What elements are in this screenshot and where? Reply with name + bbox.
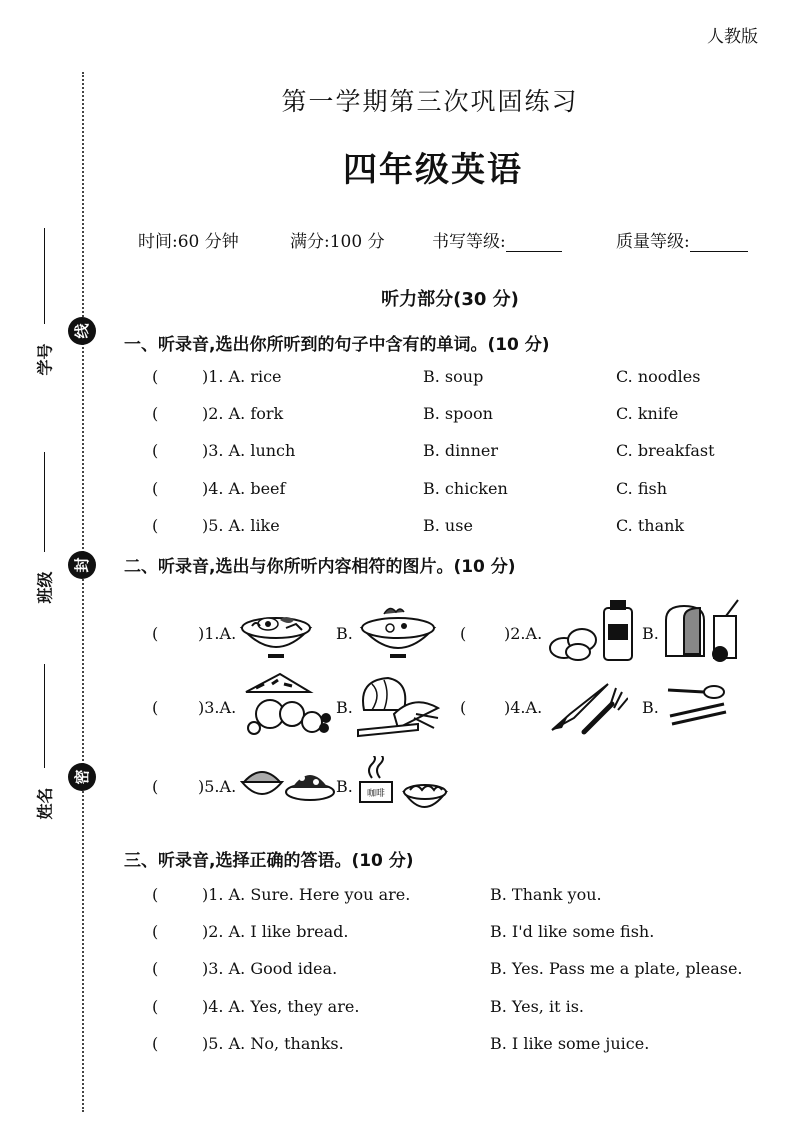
option-b: B. spoon xyxy=(423,404,493,423)
full-score-info: 满分:100 分 xyxy=(290,232,385,252)
edition-label: 人教版 xyxy=(707,27,758,47)
option-b: B. dinner xyxy=(423,441,499,460)
answer-paren[interactable]: ( xyxy=(152,624,159,643)
option-a: )2. A. I like bread. xyxy=(202,922,349,941)
option-a: )4. A. Yes, they are. xyxy=(202,997,360,1016)
quality-grade-label: 质量等级: xyxy=(616,232,690,252)
listening-part-heading: 听力部分(30 分) xyxy=(381,289,519,310)
class-label: 班级 xyxy=(35,571,55,604)
time-info: 时间:60 分钟 xyxy=(138,232,239,252)
quality-grade-blank[interactable] xyxy=(690,233,748,252)
quality-grade xyxy=(616,227,748,252)
section3-title: 三、听录音,选择正确的答语。(10 分) xyxy=(124,851,414,871)
option-a: )5. A. No, thanks. xyxy=(202,1034,344,1053)
option-b-label: B. xyxy=(336,624,353,643)
option-a: )5. A. like xyxy=(202,516,280,535)
option-a-label: )2.A. xyxy=(504,624,543,643)
student-id-label: 学号 xyxy=(35,343,55,376)
answer-paren[interactable]: ( xyxy=(152,698,159,717)
potatoes-and-milk-picture[interactable] xyxy=(548,598,638,662)
coffee-label: 咖啡 xyxy=(366,789,386,799)
knife-and-fork-picture[interactable] xyxy=(548,678,628,736)
option-c: C. noodles xyxy=(616,367,701,386)
section1-title: 一、听录音,选出你所听到的句子中含有的单词。(10 分) xyxy=(124,335,550,355)
soup-bowl-picture[interactable] xyxy=(358,602,438,660)
option-b: B. Thank you. xyxy=(490,885,602,904)
answer-paren[interactable]: ( xyxy=(152,922,159,941)
spoon-and-chopsticks-picture[interactable] xyxy=(664,680,728,730)
rice-and-dishes-picture[interactable] xyxy=(240,762,336,804)
option-b: B. chicken xyxy=(423,479,508,498)
option-b: B. Yes. Pass me a plate, please. xyxy=(490,959,743,978)
option-a-label: )4.A. xyxy=(504,698,543,717)
answer-paren[interactable]: ( xyxy=(460,698,467,717)
writing-grade-blank[interactable] xyxy=(506,233,562,252)
answer-paren[interactable]: ( xyxy=(152,777,159,796)
seal-secret-mark: 密 xyxy=(68,763,96,791)
option-c: C. fish xyxy=(616,479,668,498)
option-c: C. thank xyxy=(616,516,685,535)
option-b-label: B. xyxy=(336,777,353,796)
name-label: 姓名 xyxy=(35,787,55,820)
vegetables-picture[interactable] xyxy=(354,670,442,742)
exam-title: 第一学期第三次巩固练习 xyxy=(281,87,579,116)
name-blank[interactable] xyxy=(44,664,45,768)
option-c: C. breakfast xyxy=(616,441,715,460)
option-a: )1. A. Sure. Here you are. xyxy=(202,885,411,904)
answer-paren[interactable]: ( xyxy=(152,367,159,386)
answer-paren[interactable]: ( xyxy=(152,516,159,535)
answer-paren[interactable]: ( xyxy=(460,624,467,643)
section2-title: 二、听录音,选出与你所听内容相符的图片。(10 分) xyxy=(124,557,516,577)
option-a: )2. A. fork xyxy=(202,404,284,423)
option-b-label: B. xyxy=(336,698,353,717)
option-a-label: )5.A. xyxy=(198,777,237,796)
subject-title: 四年级英语 xyxy=(343,150,523,190)
bread-and-juice-picture[interactable] xyxy=(662,598,744,664)
coffee-and-noodles-picture[interactable] xyxy=(356,756,448,818)
option-a-label: )3.A. xyxy=(198,698,237,717)
option-a: )1. A. rice xyxy=(202,367,282,386)
option-a: )4. A. beef xyxy=(202,479,286,498)
answer-paren[interactable]: ( xyxy=(152,1034,159,1053)
option-b: B. I'd like some fish. xyxy=(490,922,655,941)
option-c: C. knife xyxy=(616,404,679,423)
seal-line-mark: 线 xyxy=(68,317,96,345)
seal-seal-mark: 封 xyxy=(68,551,96,579)
option-b: B. I like some juice. xyxy=(490,1034,650,1053)
answer-paren[interactable]: ( xyxy=(152,959,159,978)
option-b-label: B. xyxy=(642,624,659,643)
option-b-label: B. xyxy=(642,698,659,717)
option-a: )3. A. lunch xyxy=(202,441,296,460)
fruits-picture[interactable] xyxy=(240,668,332,740)
option-b: B. soup xyxy=(423,367,484,386)
class-blank[interactable] xyxy=(44,452,45,552)
answer-paren[interactable]: ( xyxy=(152,479,159,498)
bibimbap-bowl-picture[interactable] xyxy=(238,604,314,660)
option-a: )3. A. Good idea. xyxy=(202,959,338,978)
answer-paren[interactable]: ( xyxy=(152,997,159,1016)
binding-dotted-line xyxy=(82,72,84,1112)
writing-grade xyxy=(432,227,562,252)
option-b: B. use xyxy=(423,516,473,535)
answer-paren[interactable]: ( xyxy=(152,441,159,460)
answer-paren[interactable]: ( xyxy=(152,885,159,904)
option-b: B. Yes, it is. xyxy=(490,997,584,1016)
answer-paren[interactable]: ( xyxy=(152,404,159,423)
option-a-label: )1.A. xyxy=(198,624,237,643)
writing-grade-label: 书写等级: xyxy=(432,232,506,252)
